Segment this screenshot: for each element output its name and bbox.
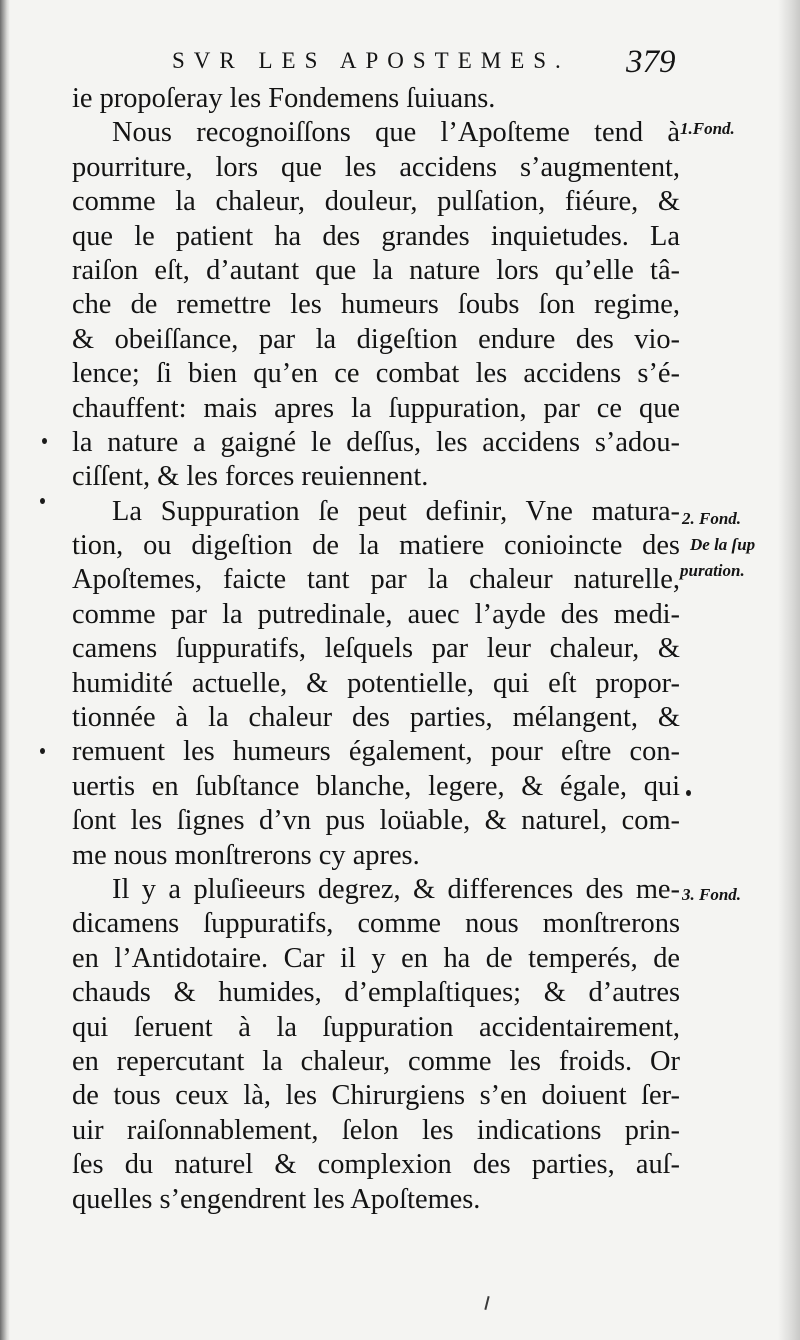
text-line: dicamens ſuppuratifs, comme nous monſtrerons xyxy=(72,908,680,940)
text-line: che de remettre les humeurs ſoubs ſon regime, xyxy=(72,289,680,321)
body-text xyxy=(72,82,680,1217)
text-line: chauffent: mais apres la ſuppuration, par ce que xyxy=(72,392,680,424)
text-line: Apoſtemes, faicte tant par la chaleur naturelle, xyxy=(72,564,680,596)
text-line: Nous recognoiſſons que l’Apoſteme tend à xyxy=(112,117,680,149)
ink-speck xyxy=(42,438,47,444)
text-line: comme la chaleur, douleur, pulſation, fiéure, & xyxy=(72,186,680,218)
ink-speck xyxy=(40,498,45,504)
scan-right-edge-shadow xyxy=(778,0,800,1340)
margin-note-fondement-1: 1.Fond. xyxy=(680,119,735,138)
margin-note-fondement-3: 3. Fond. xyxy=(682,885,742,904)
text-line: & obeiſſance, par la digeſtion endure des vio- xyxy=(72,323,680,355)
text-line: raiſon eſt, d’autant que la nature lors qu’elle tâ- xyxy=(72,254,680,286)
margin-note-fondement-2: 2. Fond. xyxy=(682,509,742,528)
text-line: ſes du naturel & complexion des parties, auſ- xyxy=(72,1149,680,1181)
text-line: que le patient ha des grandes inquietudes. La xyxy=(72,220,680,252)
page-number: 379 xyxy=(626,44,676,80)
text-line: la nature a gaigné le deſſus, les accidens s’adou- xyxy=(72,426,680,458)
margin-note-fondement-2-subtitle-b: puration. xyxy=(680,561,745,580)
text-line: chauds & humides, d’emplaſtiques; & d’autres xyxy=(72,977,680,1009)
text-line: remuent les humeurs également, pour eſtre con- xyxy=(72,736,680,768)
text-line: lence; ſi bien qu’en ce combat les accidens s’é- xyxy=(72,358,680,390)
text-line: uertis en ſubſtance blanche, legere, & égale, qui xyxy=(72,770,680,802)
text-line: en repercutant la chaleur, comme les froids. Or xyxy=(72,1045,680,1077)
ink-speck xyxy=(40,748,45,754)
margin-note-fondement-2-subtitle-a: De la ſup xyxy=(690,535,756,554)
text-line: ſont les ſignes d’vn pus loüable, & naturel, com- xyxy=(72,805,680,837)
ink-speck xyxy=(686,790,691,796)
text-line: Il y a pluſieeurs degrez, & differences des me- xyxy=(112,873,680,905)
text-line: comme par la putredinale, auec l’ayde des medi- xyxy=(72,598,680,630)
text-line: humidité actuelle, & potentielle, qui eſt propor- xyxy=(72,667,680,699)
text-line: La Suppuration ſe peut definir, Vne matura- xyxy=(112,495,680,527)
scan-left-edge-shadow xyxy=(0,0,10,1340)
text-line: quelles s’engendrent les Apoſtemes. xyxy=(72,1183,481,1215)
text-line: en l’Antidotaire. Car il y en ha de temperés, de xyxy=(72,942,680,974)
ink-stroke-mark xyxy=(484,1296,489,1310)
text-line: me nous monſtrerons cy apres. xyxy=(72,839,420,871)
running-title: SVR LES APOSTEMES. xyxy=(172,48,570,73)
text-line: uir raiſonnablement, ſelon les indications prin- xyxy=(72,1114,680,1146)
text-line: tionnée à la chaleur des parties, mélangent, & xyxy=(72,702,680,734)
text-line: tion, ou digeſtion de la matiere conioincte des xyxy=(72,530,680,562)
text-line: de tous ceux là, les Chirurgiens s’en doiuent ſer- xyxy=(72,1080,680,1112)
text-line: pourriture, lors que les accidens s’augmentent, xyxy=(72,151,680,183)
text-line: ciſſent, & les forces reuiennent. xyxy=(72,461,429,493)
text-line: camens ſuppuratifs, leſquels par leur chaleur, & xyxy=(72,633,680,665)
text-line: qui ſeruent à la ſuppuration accidentairement, xyxy=(72,1011,680,1043)
text-line: ie propoſeray les Fondemens ſuiuans. xyxy=(72,83,496,114)
